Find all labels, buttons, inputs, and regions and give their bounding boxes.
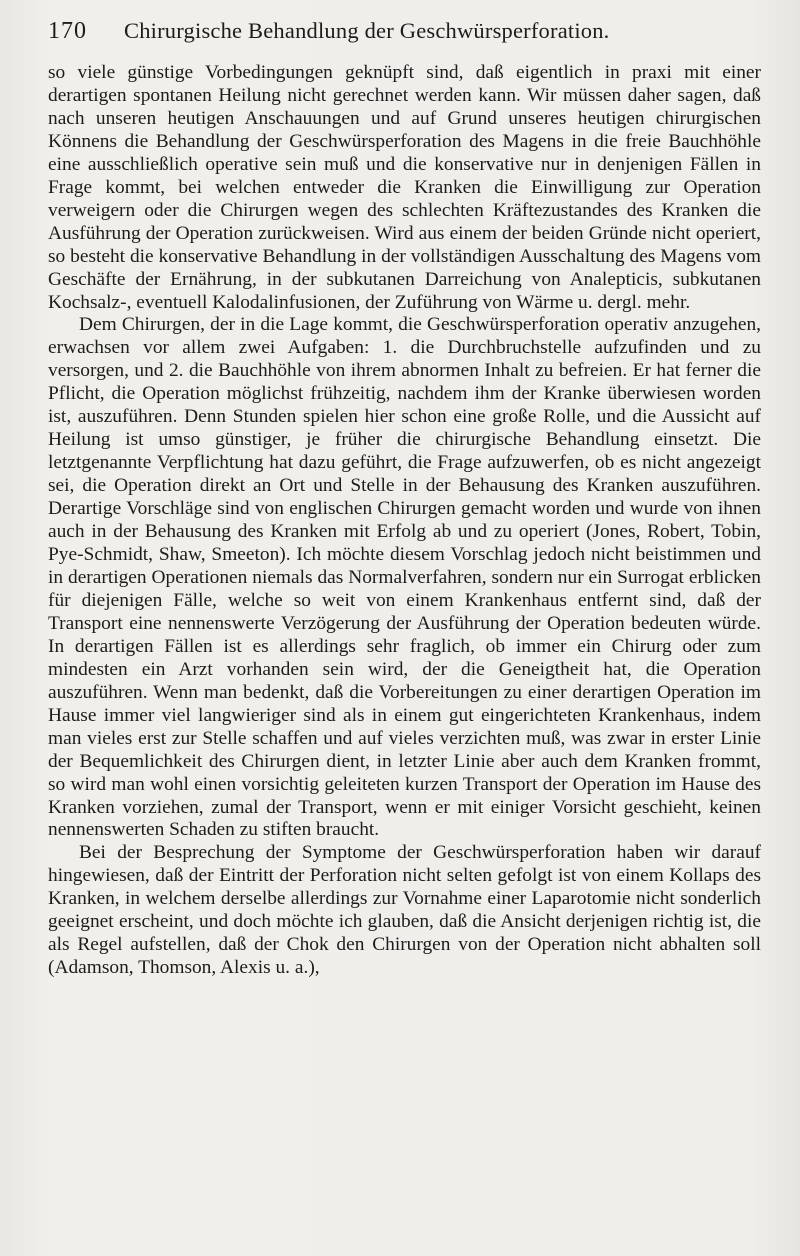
running-title: Chirurgische Behandlung der Geschwürsperforation. [124,18,610,43]
paragraph: Bei der Besprechung der Symptome der Geschwürsperforation haben wir darauf hingewiesen, daß der Eintritt der Perforation nicht selten gefolgt ist von einem Kollaps des Kranken, in welchem derselbe allerdings zur Vornahme einer Laparotomie nicht sonderlich geeignet erscheint, und doch möchte ich glauben, daß die Ansicht derjenigen richtig ist, die als Regel aufstellen, daß der Chok den Chirurgen von der Operation nicht abhalten soll (Adamson, Thomson, Alexis u. a.), [48,842,761,979]
paragraph-continued: so viele günstige Vorbedingungen geknüpft sind, daß eigentlich in praxi mit einer derartigen spontanen Heilung nicht gerechnet werden kann. Wir müssen daher sagen, daß nach unseren heutigen Anschauungen und auf Grund unseres heutigen chirurgischen Könnens die Behandlung der Geschwürsperforation des Magens in die freie Bauchhöhle eine ausschließlich operative sein muß und die konservative nur in denjenigen Fällen in Frage kommt, bei welchen entweder die Kranken die Einwilligung zur Operation verweigern oder die Chirurgen wegen des schlechten Kräftezustandes des Kranken die Ausführung der Operation zurückweisen. Wird aus einem der beiden Gründe nicht operiert, so besteht die konservative Behandlung in der vollständigen Ausschaltung des Magens vom Geschäfte der Ernährung, in der subkutanen Darreichung von Analepticis, subkutanen Kochsalz-, eventuell Kalodalinfusionen, der Zuführung von Wärme u. dergl. mehr. [48,62,761,313]
running-header [48,14,760,48]
body-text [48,62,761,980]
page-number: 170 [48,18,87,44]
paragraph: Dem Chirurgen, der in die Lage kommt, die Geschwürsperforation operativ anzugehen, erwachsen vor allem zwei Aufgaben: 1. die Durchbruchstelle aufzufinden und zu versorgen, und 2. die Bauchhöhle von ihrem abnormen Inhalt zu befreien. Er hat ferner die Pflicht, die Operation möglichst frühzeitig, nachdem ihm der Kranke überwiesen worden ist, auszuführen. Denn Stunden spielen hier schon eine große Rolle, und die Aussicht auf Heilung ist umso günstiger, je früher die chirurgische Behandlung einsetzt. Die letztgenannte Verpflichtung hat dazu geführt, die Frage aufzuwerfen, ob es nicht angezeigt sei, die Operation direkt an Ort und Stelle in der Behausung des Kranken auszuführen. Derartige Vorschläge sind von englischen Chirurgen gemacht worden und wurde von ihnen auch in der Behausung des Kranken mit Erfolg ab und zu operiert (Jones, Robert, Tobin, Pye-Schmidt, Shaw, Smeeton). Ich möchte diesem Vorschlag jedoch nicht beistimmen und in derartigen Operationen niemals das Normalverfahren, sondern nur ein Surrogat erblicken für diejenigen Fälle, welche so weit von einem Krankenhaus entfernt sind, daß der Transport eine nennenswerte Verzögerung der Ausführung der Operation bedeuten würde. In derartigen Fällen ist es allerdings sehr fraglich, ob immer ein Chirurg oder zum mindesten ein Arzt vorhanden sein wird, der die Geneigtheit hat, die Operation auszuführen. Wenn man bedenkt, daß die Vorbereitungen zu einer derartigen Operation im Hause immer viel langwieriger sind als in einem gut eingerichteten Krankenhaus, indem man vieles erst zur Stelle schaffen und auf vieles verzichten muß, was zwar in erster Linie der Bequemlichkeit des Chirurgen dient, in letzter Linie aber auch dem Kranken frommt, so wird man wohl einen vorsichtig geleiteten kurzen Transport der Operation im Hause des Kranken vorziehen, zumal der Transport, wenn er mit einiger Vorsicht geschieht, keinen nennenswerten Schaden zu stiften braucht. [48,314,761,841]
